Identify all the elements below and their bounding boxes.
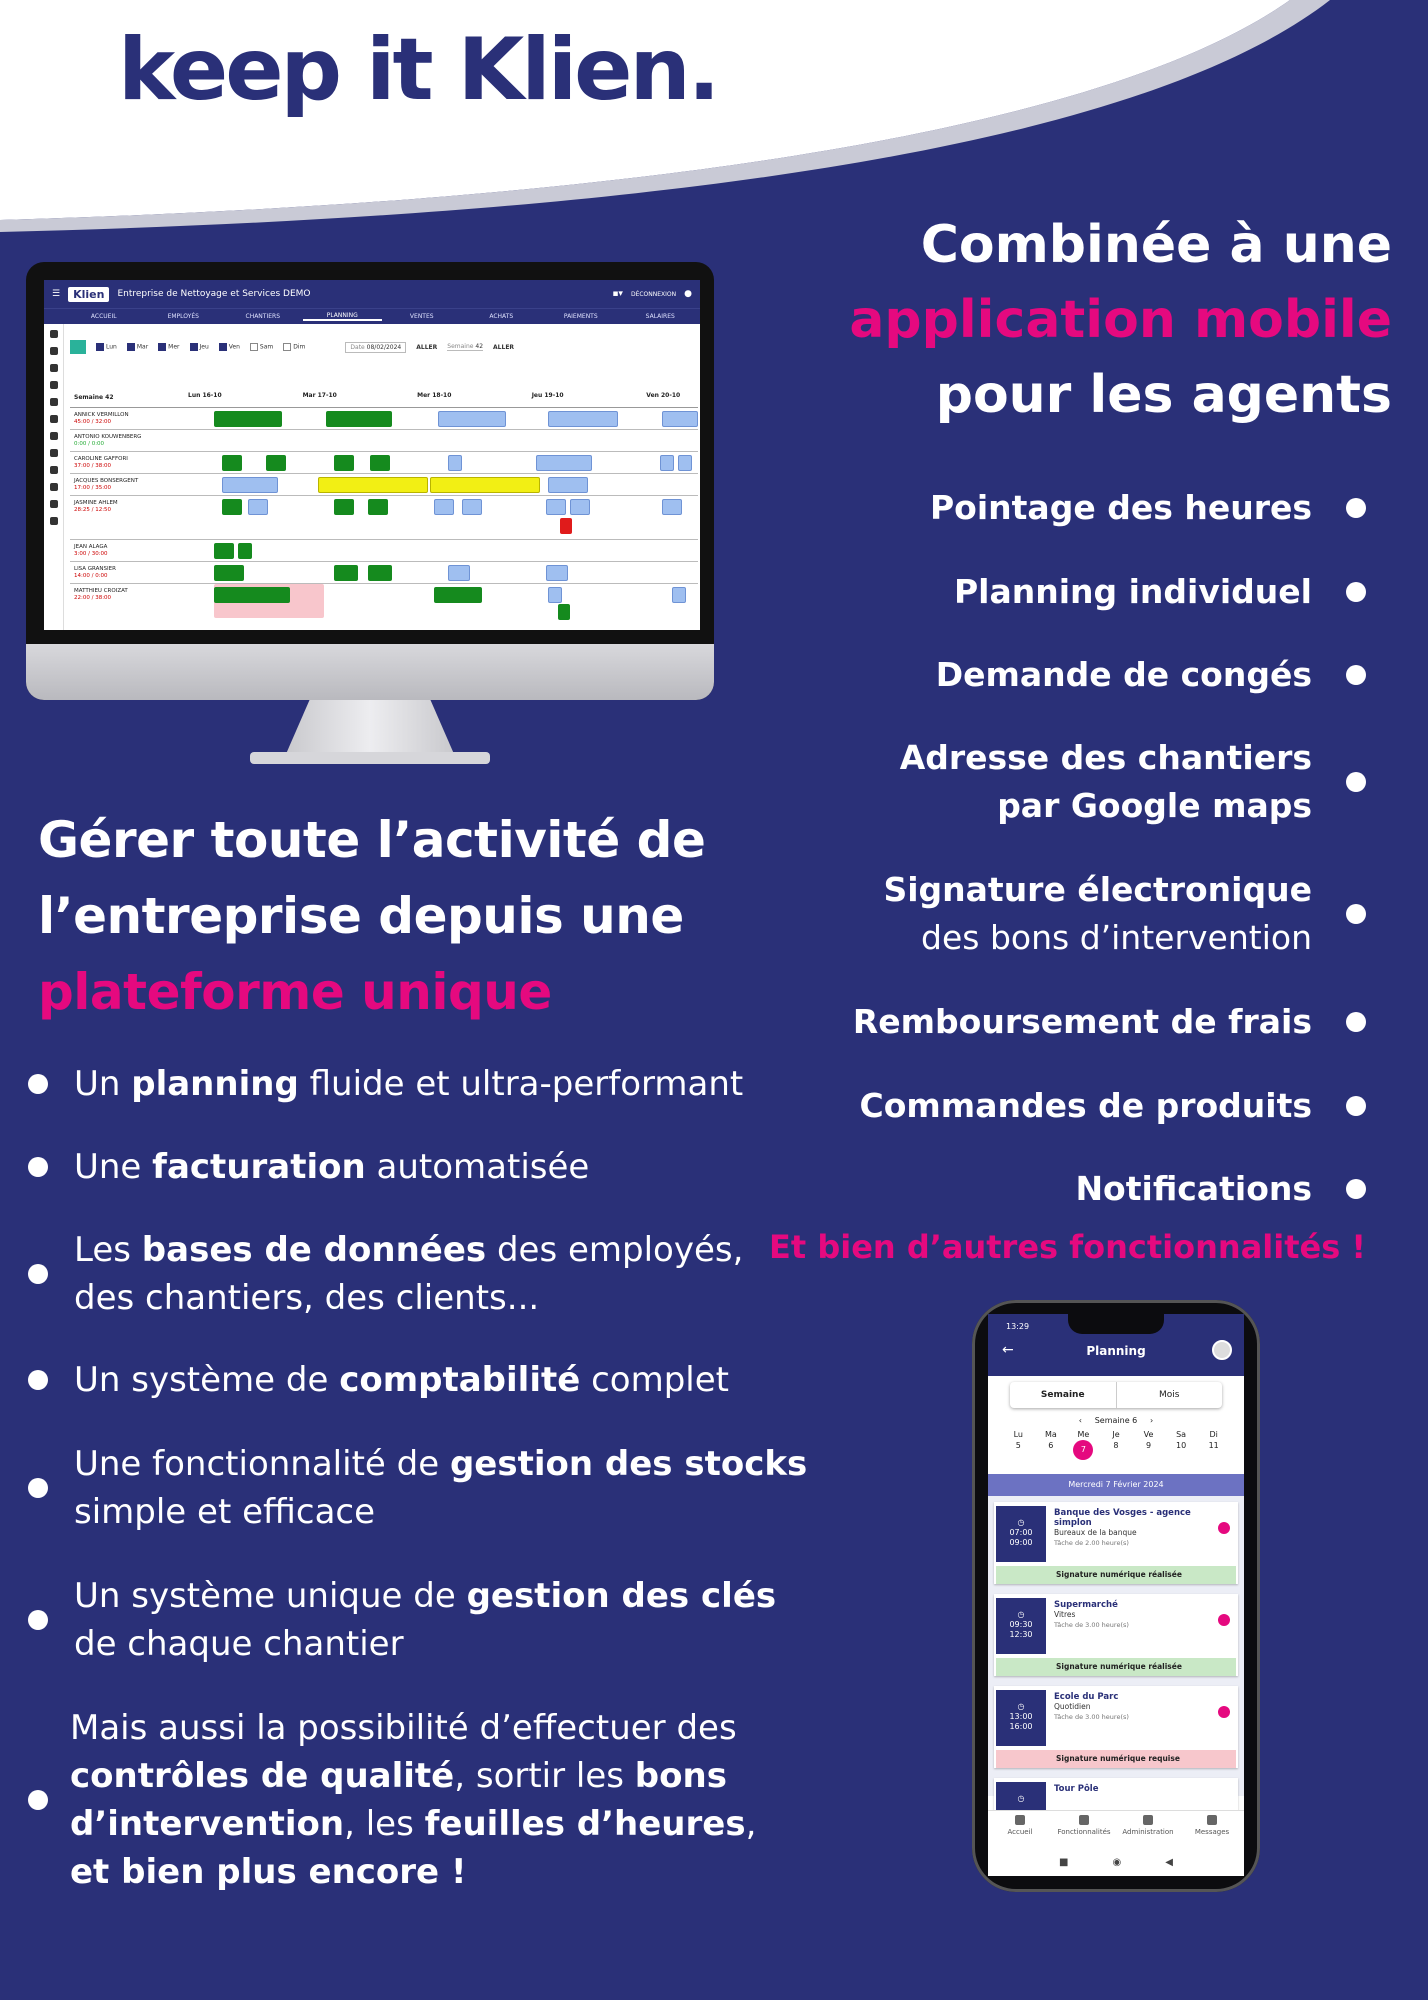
bullet-icon [1346,1012,1366,1032]
nav-employes[interactable]: EMPLOYÉS [167,313,199,320]
timer-icon[interactable] [50,432,58,440]
user-icon[interactable]: ● [684,289,692,299]
walk-icon[interactable] [50,381,58,389]
signature-status: Signature numérique requise [996,1750,1236,1768]
date-input[interactable]: Date 08/02/2024 [345,342,406,353]
nav-chantiers[interactable]: CHANTIERS [245,313,280,320]
task-card[interactable]: ◷ 13:00 16:00 Ecole du Parc Quotidien Tâche de 3.00 heure(s) Signature numérique requise [994,1686,1238,1768]
col-ven: Ven 20-10 [646,392,681,399]
open-task-icon[interactable] [1218,1614,1230,1626]
bullet-icon [1346,498,1366,518]
android-nav [988,1848,1244,1876]
col-jeu: Jeu 19-10 [531,392,564,399]
right-headline [752,208,1392,433]
table-row[interactable]: ANTONIO KOUWENBERG 0:00 / 0:00 [70,430,698,452]
chevron-right-icon[interactable]: › [1149,1416,1154,1425]
more-features-text: Et bien d’autres fonctionnalités ! [769,1228,1366,1266]
left-headline [38,802,718,1030]
task-card[interactable]: ◷ 09:30 12:30 Supermarché Vitres Tâche de 3.00 heure(s) Signature numérique réalisée [994,1594,1238,1676]
open-task-icon[interactable] [1218,1522,1230,1534]
planning-header [70,390,698,408]
nav-planning[interactable]: PLANNING [303,312,383,321]
bullet-icon [1346,1179,1366,1199]
clock-icon: ◷ [1017,1610,1025,1619]
left-headline-line2: l’entreprise depuis une [38,887,684,945]
home-icon [1015,1815,1025,1825]
clock-icon: ◷ [1017,1794,1025,1803]
date-icon[interactable] [50,398,58,406]
day-filter-lun[interactable]: Lun [96,343,117,351]
table-row[interactable]: LISA GRANSIER 14:00 / 0:00 [70,562,698,584]
task-card[interactable]: ◷ 07:00 09:00 Banque des Vosges - agence simplon Bureaux de la banque Tâche de 2.00 heure(s) Signature numérique réalisée [994,1502,1238,1584]
flag-icon[interactable]: ▪▾ [612,289,623,299]
hide-icon[interactable] [50,500,58,508]
week-input[interactable]: Semaine 42 [447,343,484,350]
app-topbar [44,280,700,308]
left-headline-line1: Gérer toute l’activité de [38,811,706,869]
check-icon[interactable] [50,449,58,457]
table-row[interactable]: JEAN ALAGA 3:00 / 30:00 [70,540,698,562]
planning-filters [70,330,692,364]
left-headline-highlight: plateforme unique [38,963,552,1021]
app-nav [44,308,700,324]
nav-ventes[interactable]: VENTES [409,313,434,320]
monitor-chin [26,644,714,700]
table-row[interactable]: JACQUES BONSERGENT 17:00 / 35:00 [70,474,698,496]
bullet-icon [28,1478,48,1498]
nav-salaires[interactable]: SALAIRES [645,313,675,320]
mobile-title: Planning [1086,1344,1146,1358]
day-item-selected[interactable]: Me 7 [1072,1429,1094,1460]
add-button[interactable] [70,340,86,354]
nav-paiements[interactable]: PAIEMENTS [563,313,598,320]
avatar[interactable] [1212,1340,1232,1360]
user-add-icon[interactable] [50,364,58,372]
day-filter-ven[interactable]: Ven [219,343,240,351]
home-button-icon[interactable]: ◉ [1112,1856,1122,1868]
bullet-icon [1346,904,1366,924]
day-filter-jeu[interactable]: Jeu [190,343,209,351]
settings-icon[interactable] [50,517,58,525]
clipboard-icon[interactable] [50,466,58,474]
view-toggle [1010,1382,1222,1408]
calendar-check-icon[interactable] [50,347,58,355]
right-headline-line2: pour les agents [935,365,1392,425]
right-headline-highlight: application mobile [849,290,1392,350]
phone-notch [1068,1314,1164,1334]
week-selector [988,1416,1244,1425]
book-icon [1143,1815,1153,1825]
day-item[interactable]: Ve 9 [1143,1430,1154,1450]
task-time: ◷ 09:30 12:30 [996,1598,1046,1654]
nav-accueil[interactable]: ACCUEIL [90,313,117,320]
tab-mois[interactable]: Mois [1159,1390,1180,1400]
clock-icon: ◷ [1017,1702,1025,1711]
signature-status: Signature numérique réalisée [996,1566,1236,1584]
desktop-app-screen [44,280,700,630]
tab-messages[interactable]: Messages [1180,1811,1244,1848]
calendar-icon[interactable] [50,330,58,338]
clock-icon: ◷ [1017,1518,1025,1527]
bullet-list-icon[interactable] [50,483,58,491]
logout-button[interactable]: DÉCONNEXION [630,290,677,298]
table-row[interactable]: CAROLINE GAFFORI 37:00 / 38:00 [70,452,698,474]
day-item[interactable]: Lu 5 [1013,1430,1023,1450]
right-headline-line1: Combinée à une [920,215,1392,275]
back-icon[interactable]: ◀ [1165,1856,1173,1868]
tab-administration[interactable]: Administration [1116,1811,1180,1848]
tab-fonctionnalites[interactable]: Fonctionnalités [1052,1811,1116,1848]
day-item[interactable]: Di 11 [1208,1430,1219,1450]
brand-logo: keep it Klien. [118,20,718,120]
bullet-icon [1346,582,1366,602]
company-name: Entreprise de Nettoyage et Services DEMO [117,289,311,299]
day-filter-mer[interactable]: Mer [158,343,179,351]
day-filter-mar[interactable]: Mar [127,343,148,351]
app-sidebar [44,324,64,630]
grid-icon [1079,1815,1089,1825]
signature-status: Signature numérique réalisée [996,1658,1236,1676]
menu-icon[interactable]: ☰ [52,289,61,299]
day-item[interactable]: Sa 10 [1176,1430,1187,1450]
task-card[interactable]: ◷ Tour Pôle [994,1778,1238,1860]
table-row[interactable]: ANNICK VERMILLON 45:00 / 32:00 [70,408,698,430]
task-time: ◷ 07:00 09:00 [996,1506,1046,1562]
day-item[interactable]: Je 8 [1112,1430,1120,1450]
table-row[interactable]: JASMINE AHLEM 28:25 / 12:50 [70,496,698,540]
table-row[interactable]: MATTHIEU CROIZAT 22:00 / 38:00 [70,584,698,606]
tab-semaine[interactable]: Semaine [1010,1382,1117,1408]
mobile-tabbar [988,1810,1244,1848]
bullet-icon [28,1610,48,1630]
bullet-icon [1346,1096,1366,1116]
task-list [988,1496,1244,1803]
bullet-icon [28,1264,48,1284]
app-logo: Klien [68,287,109,302]
open-task-icon[interactable] [1218,1706,1230,1718]
mail-icon [1207,1815,1217,1825]
col-mar: Mar 17-10 [302,392,337,399]
week-title: Semaine 42 [74,394,114,401]
bullet-icon [1346,665,1366,685]
mobile-app-screen [988,1314,1244,1876]
planning-grid [70,390,698,628]
monitor-stand [286,700,454,754]
week-label: Semaine 6 [1094,1416,1138,1425]
task-time: ◷ 13:00 16:00 [996,1690,1046,1746]
recent-apps-icon[interactable]: ■ [1059,1856,1069,1868]
date-banner: Mercredi 7 Février 2024 [988,1474,1244,1496]
col-mer: Mer 18-10 [417,392,452,399]
day-strip [988,1425,1244,1460]
tab-accueil[interactable]: Accueil [988,1811,1052,1848]
status-time: 13:29 [1006,1322,1030,1331]
list-icon[interactable] [50,415,58,423]
week-go-button[interactable]: ALLER [493,343,515,351]
bullet-icon [28,1074,48,1094]
monitor-base [250,752,490,764]
bullet-icon [1346,772,1366,792]
bullet-icon [28,1157,48,1177]
day-item[interactable]: Ma 6 [1044,1430,1057,1450]
bullet-icon [28,1790,48,1810]
chevron-left-icon[interactable]: ‹ [1078,1416,1082,1425]
date-go-button[interactable]: ALLER [416,343,438,351]
bullet-icon [28,1370,48,1390]
day-filter-sam[interactable]: Sam [250,343,273,351]
nav-achats[interactable]: ACHATS [489,313,514,320]
back-arrow-icon[interactable]: ← [1002,1342,1014,1358]
day-filter-dim[interactable]: Dim [283,343,305,351]
col-lun: Lun 16-10 [188,392,222,399]
